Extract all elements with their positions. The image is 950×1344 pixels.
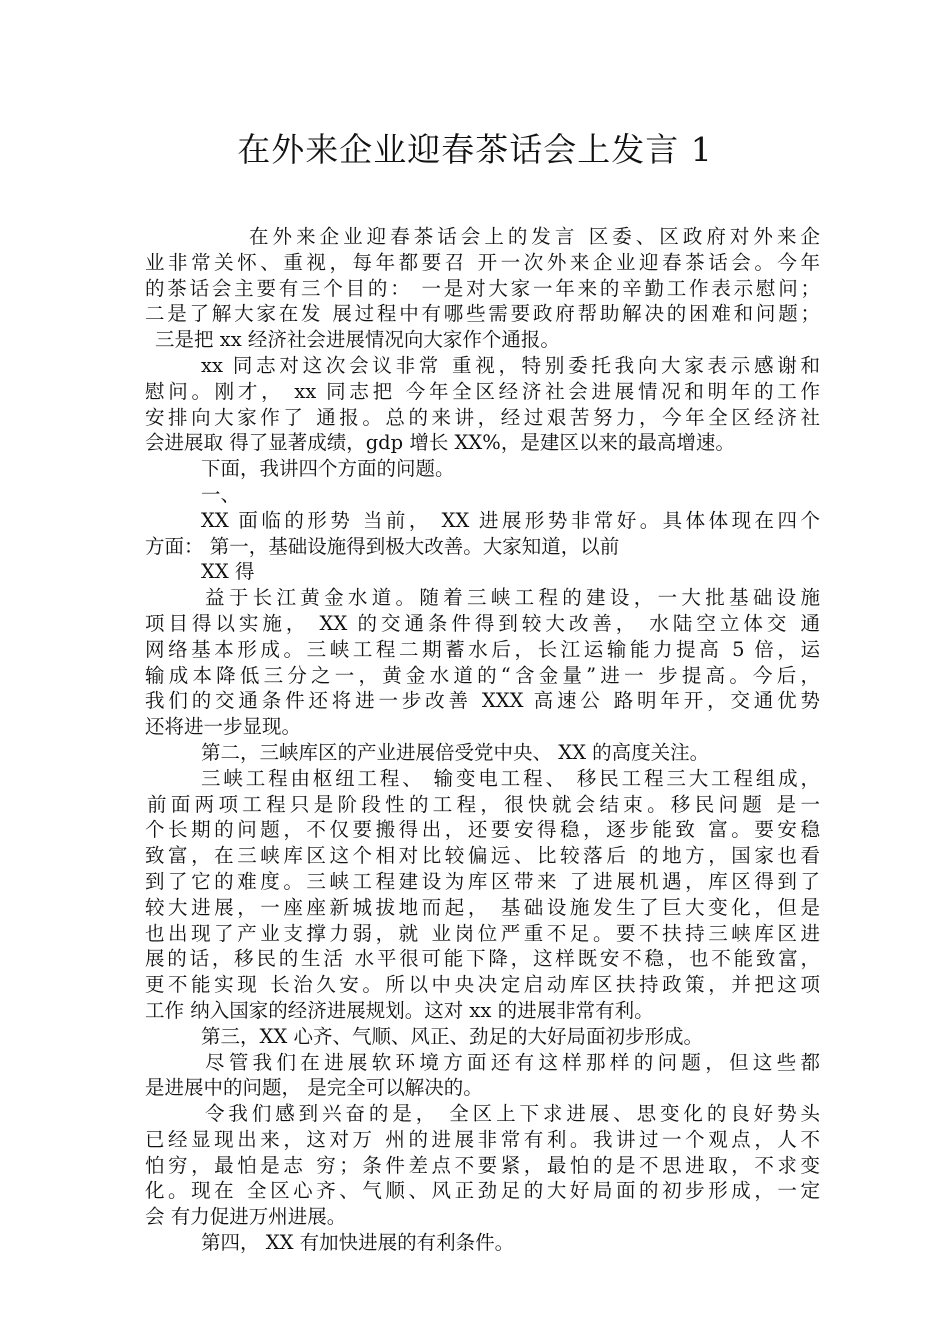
paragraph-line: 到了它的难度。三峡工程建设为库区带来 了进展机遇，库区得到了 [145, 869, 820, 893]
paragraph-line: 会进展取 得了显著成绩，gdp 增长 XX%，是建区以来的最高增速。 [145, 431, 735, 455]
paragraph-line: 二是了解大家在发 展过程中有哪些需要政府帮助解决的困难和问题； [145, 302, 820, 326]
paragraph-line: 在外来企业迎春茶话会上的发言 区委、区政府对外来企 [249, 225, 820, 248]
paragraph-line: 三是把 xx 经济社会进展情况向大家作个通报。 [155, 328, 560, 352]
paragraph-line: 会 有力促进万州进展。 [145, 1205, 347, 1229]
paragraph-line: 第二，三峡库区的产业进展倍受党中央、 XX 的高度关注。 [201, 740, 710, 764]
paragraph-line: 尽管我们在进展软环境方面还有这样那样的问题，但这些都 [205, 1050, 820, 1074]
paragraph-line: 一、 [201, 482, 241, 506]
paragraph-line: 致富，在三峡库区这个相对比较偏远、比较落后 的地方，国家也看 [145, 844, 820, 868]
paragraph-line: XX 面临的形势 当前， XX 进展形势非常好。具体体现在四个 [201, 508, 820, 532]
paragraph-line: xx 同志对这次会议非常 重视，特别委托我向大家表示感谢和 [201, 353, 820, 377]
paragraph-line: 令我们感到兴奋的是， 全区上下求进展、思变化的良好势头 [205, 1102, 820, 1126]
paragraph-line: 我们的交通条件还将进一步改善 XXX 高速公 路明年开，交通优势 [145, 689, 820, 713]
paragraph-line: 第四， XX 有加快进展的有利条件。 [201, 1231, 515, 1255]
paragraph-line: 益于长江黄金水道。随着三峡工程的建设，一大批基础设施 [205, 586, 820, 610]
paragraph-line: 输成本降低三分之一，黄金水道的“含金量”进一 步提高。今后， [145, 663, 820, 687]
paragraph-line: 的茶话会主要有三个目的： 一是对大家一年来的辛勤工作表示慰问； [145, 276, 820, 300]
paragraph-line: 个长期的问题，不仅要搬得出，还要安得稳，逐步能致 富。要安稳 [145, 818, 820, 842]
paragraph-line: 怕穷，最怕是志 穷；条件差点不要紧，最怕的是不思进取，不求变 [145, 1153, 820, 1177]
paragraph-line: 方面： 第一，基础设施得到极大改善。大家知道，以前 [145, 534, 620, 558]
paragraph-line: 化。现在 全区心齐、气顺、风正劲足的大好局面的初步形成，一定 [145, 1179, 820, 1203]
paragraph-line: 慰问。刚才， xx 同志把 今年全区经济社会进展情况和明年的工作 [145, 379, 820, 403]
paragraph-line: 较大进展，一座座新城拔地而起， 基础设施发生了巨大变化，但是 [145, 895, 820, 919]
paragraph-line: 前面两项工程只是阶段性的工程，很快就会结束。移民问题 是一 [147, 792, 820, 816]
paragraph-line: 网络基本形成。三峡工程二期蓄水后，长江运输能力提高 5 倍，运 [145, 637, 820, 661]
paragraph-line: 工作 纳入国家的经济进展规划。这对 xx 的进展非常有利。 [145, 998, 654, 1022]
paragraph-line: 已经显现出来，这对万 州的进展非常有利。我讲过一个观点，人不 [145, 1127, 820, 1151]
paragraph-line: 安排向大家作了 通报。总的来讲，经过艰苦努力，今年全区经济社 [145, 405, 820, 429]
document-body [145, 224, 820, 1256]
paragraph-line: 业非常关怀、重视，每年都要召 开一次外来企业迎春茶话会。今年 [145, 250, 820, 274]
document-title: 在外来企业迎春茶话会上发言 1 [237, 130, 713, 169]
paragraph-line: 还将进一步显现。 [145, 715, 302, 739]
paragraph-line: 展的话，移民的生活 水平很可能下降，这样既安不稳，也不能致富， [145, 947, 820, 971]
paragraph-line: XX 得 [201, 560, 255, 584]
paragraph-line: 第三，XX 心齐、气顺、风正、劲足的大好局面初步形成。 [201, 1024, 703, 1048]
paragraph-line: 也出现了产业支撑力弱，就 业岗位严重不足。要不扶持三峡库区进 [145, 921, 820, 945]
paragraph-line: 下面，我讲四个方面的问题。 [201, 457, 455, 481]
paragraph-line: 更不能实现 长治久安。所以中央决定启动库区扶持政策，并把这项 [145, 973, 820, 997]
paragraph-line: 三峡工程由枢纽工程、 输变电工程、 移民工程三大工程组成， [201, 766, 820, 790]
paragraph-line: 项目得以实施， XX 的交通条件得到较大改善， 水陆空立体交 通 [145, 611, 820, 635]
paragraph-line: 是进展中的问题， 是完全可以解决的。 [145, 1076, 483, 1100]
